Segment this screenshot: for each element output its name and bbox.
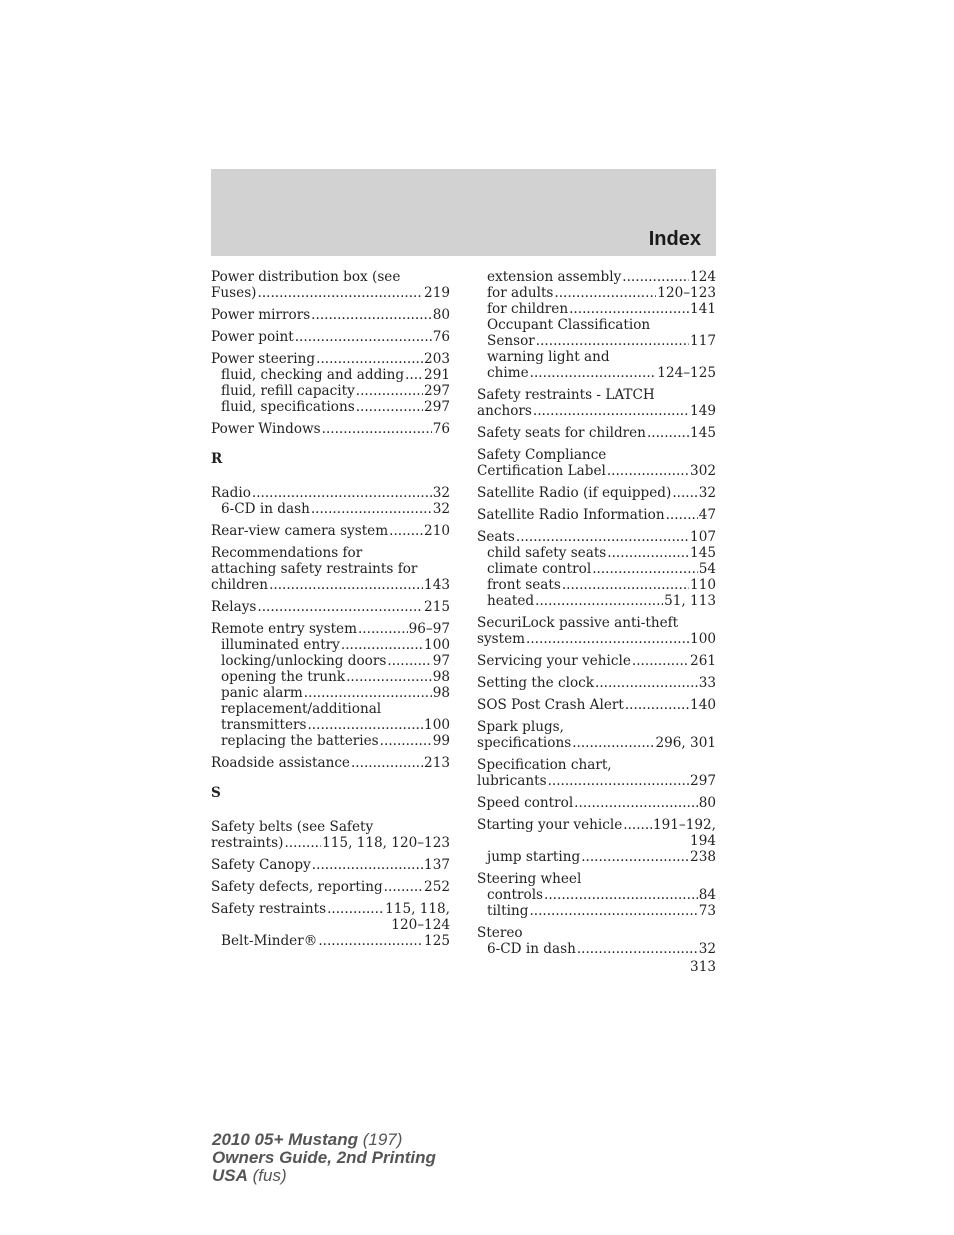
index-entry — [211, 421, 450, 437]
page-ref: 302 — [690, 463, 716, 479]
index-subentry — [477, 593, 716, 609]
leader-dots — [666, 507, 698, 523]
index-subentry-text: warning light and — [487, 349, 610, 365]
index-subentry — [477, 333, 716, 349]
leader-dots — [269, 577, 423, 593]
page-ref: 145 — [690, 425, 716, 441]
leader-dots — [554, 285, 656, 301]
leader-dots — [572, 735, 654, 751]
index-entry — [211, 599, 450, 615]
leader-dots — [569, 301, 689, 317]
index-subentry — [477, 849, 716, 865]
leader-dots — [356, 399, 423, 415]
page-ref: 296, 301 — [655, 735, 716, 751]
index-entry — [477, 463, 716, 479]
entry-text: lubricants — [477, 773, 547, 789]
index-entry — [211, 285, 450, 301]
entry-text: Certification Label — [477, 463, 606, 479]
page-ref: 32 — [698, 485, 716, 501]
entry-text: Safety Canopy — [211, 857, 311, 873]
page-ref: 210 — [424, 523, 450, 539]
footer-market-code: (fus) — [247, 1166, 287, 1185]
leader-dots — [258, 285, 424, 301]
index-entry — [477, 403, 716, 419]
entry-text: fluid, checking and adding — [221, 367, 405, 383]
index-subentry — [211, 733, 450, 749]
page-ref: 96–97 — [408, 621, 450, 637]
leader-dots — [577, 941, 698, 957]
index-entry — [477, 425, 716, 441]
page-ref: 297 — [424, 399, 450, 415]
index-subentry — [477, 269, 716, 285]
index-subentry — [477, 941, 716, 957]
header-bar — [211, 169, 716, 256]
index-subentry — [211, 933, 450, 949]
leader-dots — [358, 621, 408, 637]
index-subentry — [211, 685, 450, 701]
index-entry-text: Safety Compliance — [477, 447, 607, 463]
index-column-right — [477, 269, 716, 957]
entry-text: front seats — [487, 577, 561, 593]
page-ref: 261 — [690, 653, 716, 669]
index-entry — [211, 621, 450, 637]
leader-dots — [536, 333, 689, 349]
page-ref: 120–123 — [657, 285, 716, 301]
index-entry — [211, 485, 450, 501]
entry-text: Power Windows — [211, 421, 321, 437]
page-ref: 73 — [698, 903, 716, 919]
leader-dots — [257, 599, 423, 615]
entry-text: Safety seats for children — [477, 425, 646, 441]
leader-dots — [607, 463, 689, 479]
index-entry — [211, 351, 450, 367]
entry-text: Power mirrors — [211, 307, 311, 323]
leader-dots — [625, 697, 689, 713]
entry-text: restraints) — [211, 835, 284, 851]
page-ref: 100 — [424, 717, 450, 733]
index-subentry — [211, 653, 450, 669]
leader-dots — [533, 403, 689, 419]
leader-dots — [526, 631, 689, 647]
index-entry — [477, 697, 716, 713]
page-ref: 84 — [698, 887, 716, 903]
entry-text: 6-CD in dash — [487, 941, 576, 957]
entry-text: child safety seats — [487, 545, 607, 561]
index-subentry — [477, 301, 716, 317]
index-entry-text: SecuriLock passive anti-theft — [477, 615, 679, 631]
index-subentry — [211, 501, 450, 517]
leader-dots — [607, 545, 689, 561]
leader-dots — [592, 561, 698, 577]
index-entry-text: Safety restraints - LATCH — [477, 387, 655, 403]
leader-dots — [346, 669, 432, 685]
entry-text: Servicing your vehicle — [477, 653, 631, 669]
entry-text: extension assembly — [487, 269, 622, 285]
leader-dots — [672, 485, 697, 501]
page-ref: 203 — [424, 351, 450, 367]
leader-dots — [529, 903, 697, 919]
index-entry-text: Specification chart, — [477, 757, 612, 773]
entry-text: Satellite Radio Information — [477, 507, 665, 523]
index-subentry — [477, 887, 716, 903]
page-ref: 252 — [424, 879, 450, 895]
leader-dots — [595, 675, 698, 691]
footer-line-3 — [212, 1167, 436, 1185]
leader-dots — [516, 529, 689, 545]
index-subentry — [211, 399, 450, 415]
entry-text: climate control — [487, 561, 592, 577]
index-subentry — [211, 383, 450, 399]
entry-text: Fuses) — [211, 285, 257, 301]
entry-text: panic alarm — [221, 685, 303, 701]
page-ref: 32 — [432, 501, 450, 517]
leader-dots — [387, 653, 431, 669]
entry-text: transmitters — [221, 717, 307, 733]
entry-text: 6-CD in dash — [221, 501, 310, 517]
index-entry — [477, 653, 716, 669]
leader-dots — [322, 421, 432, 437]
page-ref: 80 — [432, 307, 450, 323]
footer-printing: Owners Guide, 2nd Printing — [212, 1148, 436, 1167]
entry-text: for adults — [487, 285, 554, 301]
index-entry-text: Spark plugs, — [477, 719, 564, 735]
leader-dots — [562, 577, 689, 593]
index-subentry-text: replacement/additional — [221, 701, 382, 717]
page-ref: 137 — [424, 857, 450, 873]
index-subentry-text: Occupant Classification — [487, 317, 651, 333]
leader-dots — [530, 365, 657, 381]
entry-text: Rear-view camera system — [211, 523, 389, 539]
index-subentry — [211, 669, 450, 685]
page-ref: 213 — [424, 755, 450, 771]
page-ref: 215 — [424, 599, 450, 615]
page-ref: 97 — [432, 653, 450, 669]
entry-text: Setting the clock — [477, 675, 594, 691]
leader-dots — [356, 383, 423, 399]
index-entry — [211, 879, 450, 895]
entry-text: heated — [487, 593, 535, 609]
leader-dots — [307, 717, 423, 733]
index-subentry — [477, 545, 716, 561]
index-entry — [211, 329, 450, 345]
leader-dots — [405, 367, 423, 383]
leader-dots — [311, 501, 432, 517]
index-entry — [211, 901, 450, 917]
page-ref: 100 — [690, 631, 716, 647]
leader-dots — [574, 795, 698, 811]
page-title: Index — [648, 228, 701, 250]
index-entry — [211, 755, 450, 771]
index-entry — [211, 577, 450, 593]
page-ref: 117 — [690, 333, 716, 349]
entry-text: fluid, specifications — [221, 399, 355, 415]
entry-text: Seats — [477, 529, 515, 545]
index-subentry — [477, 365, 716, 381]
index-entry — [211, 523, 450, 539]
entry-text: fluid, refill capacity — [221, 383, 355, 399]
entry-text: opening the trunk — [221, 669, 346, 685]
page-ref: 143 — [424, 577, 450, 593]
index-entry — [477, 817, 716, 833]
page-ref: 238 — [690, 849, 716, 865]
page-ref: 54 — [698, 561, 716, 577]
page-ref: 141 — [690, 301, 716, 317]
leader-dots — [341, 637, 423, 653]
leader-dots — [295, 329, 432, 345]
page-ref: 99 — [432, 733, 450, 749]
page-ref-continuation: 120–124 — [391, 917, 450, 933]
entry-text: Power steering — [211, 351, 316, 367]
leader-dots — [316, 351, 423, 367]
index-entry-text: Power distribution box (see — [211, 269, 401, 285]
page-ref: 98 — [432, 685, 450, 701]
index-entry — [477, 529, 716, 545]
footer-model: 2010 05+ Mustang — [212, 1130, 358, 1149]
page-ref: 76 — [432, 329, 450, 345]
footer — [212, 1131, 436, 1185]
page-ref: 115, 118, 120–123 — [322, 835, 450, 851]
entry-text: Radio — [211, 485, 251, 501]
page-ref: 219 — [424, 285, 450, 301]
page-ref: 98 — [432, 669, 450, 685]
page-ref: 33 — [698, 675, 716, 691]
footer-line-1 — [212, 1131, 436, 1149]
page-ref: 297 — [424, 383, 450, 399]
index-subentry — [477, 561, 716, 577]
leader-dots — [312, 857, 423, 873]
page-number: 313 — [690, 959, 716, 975]
entry-text: Belt-Minder® — [221, 933, 318, 949]
page-ref: 191–192, — [652, 817, 716, 833]
index-subentry — [211, 367, 450, 383]
page-ref: 149 — [690, 403, 716, 419]
index-entry — [477, 631, 716, 647]
footer-market: USA — [212, 1166, 248, 1185]
index-entry — [477, 675, 716, 691]
leader-dots — [535, 593, 663, 609]
leader-dots — [380, 733, 432, 749]
entry-text: specifications — [477, 735, 572, 751]
page-ref: 80 — [698, 795, 716, 811]
entry-text: tilting — [487, 903, 529, 919]
entry-text: Relays — [211, 599, 257, 615]
entry-text: locking/unlocking doors — [221, 653, 387, 669]
page-ref: 51, 113 — [664, 593, 716, 609]
page-ref-continuation: 194 — [690, 833, 716, 849]
entry-text: illuminated entry — [221, 637, 340, 653]
entry-text: chime — [487, 365, 529, 381]
entry-text: anchors — [477, 403, 532, 419]
entry-text: for children — [487, 301, 569, 317]
leader-dots — [623, 817, 652, 833]
index-entry — [211, 835, 450, 851]
index-entry — [477, 735, 716, 751]
entry-text: Power point — [211, 329, 294, 345]
entry-text: children — [211, 577, 269, 593]
leader-dots — [581, 849, 689, 865]
page-ref: 291 — [424, 367, 450, 383]
leader-dots — [632, 653, 689, 669]
entry-text: system — [477, 631, 526, 647]
entry-text: Sensor — [487, 333, 535, 349]
page-ref: 107 — [690, 529, 716, 545]
leader-dots — [389, 523, 423, 539]
page-ref: 47 — [698, 507, 716, 523]
footer-line-2 — [212, 1149, 436, 1167]
page-ref: 76 — [432, 421, 450, 437]
index-column-left — [211, 269, 450, 949]
index-entry — [477, 773, 716, 789]
page-ref: 124 — [690, 269, 716, 285]
entry-text: jump starting — [487, 849, 581, 865]
page-ref: 32 — [698, 941, 716, 957]
leader-dots — [351, 755, 423, 771]
index-entry — [477, 795, 716, 811]
index-subentry — [211, 717, 450, 733]
page-ref: 32 — [432, 485, 450, 501]
page-ref: 124–125 — [657, 365, 716, 381]
entry-text: controls — [487, 887, 544, 903]
index-entry-text: Recommendations for — [211, 545, 363, 561]
page-ref: 115, 118, — [385, 901, 450, 917]
section-letter: S — [211, 785, 221, 801]
index-entry — [211, 307, 450, 323]
index-entry — [477, 507, 716, 523]
leader-dots — [304, 685, 432, 701]
leader-dots — [544, 887, 698, 903]
index-subentry — [477, 285, 716, 301]
leader-dots — [647, 425, 689, 441]
page-ref: 297 — [690, 773, 716, 789]
index-subentry — [477, 577, 716, 593]
section-letter: R — [211, 451, 223, 467]
leader-dots — [311, 307, 432, 323]
page-ref: 110 — [690, 577, 716, 593]
index-subentry — [211, 637, 450, 653]
entry-text: Safety defects, reporting — [211, 879, 383, 895]
page-ref: 145 — [690, 545, 716, 561]
page-ref: 140 — [690, 697, 716, 713]
entry-text: Starting your vehicle — [477, 817, 623, 833]
index-entry-text: Safety belts (see Safety — [211, 819, 374, 835]
entry-text: Roadside assistance — [211, 755, 350, 771]
leader-dots — [284, 835, 321, 851]
entry-text: Safety restraints — [211, 901, 327, 917]
index-entry-text: Steering wheel — [477, 871, 582, 887]
leader-dots — [327, 901, 384, 917]
entry-text: Satellite Radio (if equipped) — [477, 485, 672, 501]
leader-dots — [548, 773, 689, 789]
entry-text: replacing the batteries — [221, 733, 379, 749]
entry-text: Remote entry system — [211, 621, 357, 637]
leader-dots — [384, 879, 423, 895]
leader-dots — [318, 933, 423, 949]
footer-model-code: (197) — [358, 1130, 403, 1149]
leader-dots — [622, 269, 689, 285]
index-entry-text: attaching safety restraints for — [211, 561, 418, 577]
page-ref: 125 — [424, 933, 450, 949]
entry-text: Speed control — [477, 795, 574, 811]
index-entry-text: Stereo — [477, 925, 523, 941]
entry-text: SOS Post Crash Alert — [477, 697, 624, 713]
index-entry — [211, 857, 450, 873]
index-subentry — [477, 903, 716, 919]
leader-dots — [252, 485, 432, 501]
page-ref: 100 — [424, 637, 450, 653]
index-entry — [477, 485, 716, 501]
